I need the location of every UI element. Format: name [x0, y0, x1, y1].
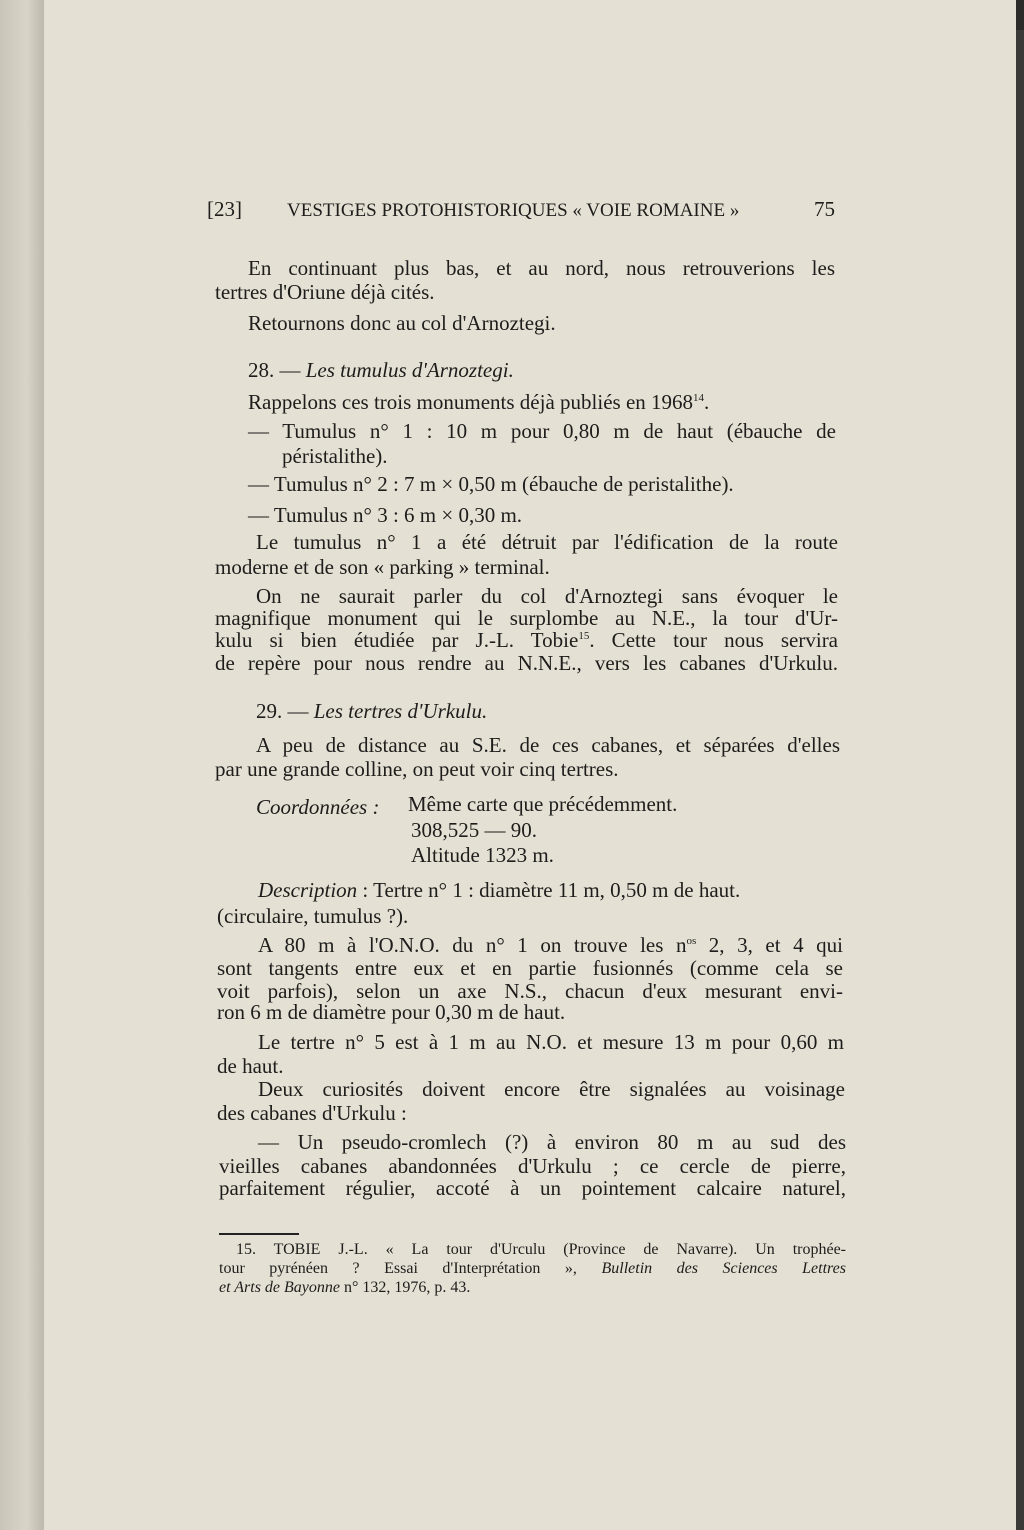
text-line: — Tumulus n° 1 : 10 m pour 0,80 m de haut (ébauche de [248, 419, 836, 443]
text-line: 308,525 — 90. [411, 818, 537, 842]
footnote-line [219, 1259, 846, 1278]
header-title: VESTIGES PROTOHISTORIQUES « VOIE ROMAINE » [287, 200, 740, 221]
text-line: Altitude 1323 m. [411, 843, 554, 867]
journal-title: Bulletin des Sciences Lettres [601, 1260, 847, 1277]
text-line: Retournons donc au col d'Arnoztegi. [248, 311, 556, 335]
text: kulu si bien étudiée par J.-L. Tobie [215, 628, 579, 652]
text-line [215, 628, 838, 652]
heading-title: Les tertres d'Urkulu. [313, 699, 488, 723]
text-line: Le tumulus n° 1 a été détruit par l'édification de la route [256, 530, 838, 554]
heading-number: 29. — [256, 699, 309, 723]
superscript: os [686, 935, 697, 947]
page-number: 75 [814, 197, 835, 221]
text-line: Rappelons ces trois monuments déjà publiés en 1968$^{14}$. [248, 390, 710, 414]
text-line: vieilles cabanes abandonnées d'Urkulu ; ce cercle de pierre, [219, 1154, 846, 1178]
footnote-line: 15. TOBIE J.-L. « La tour d'Urculu (Province de Navarre). Un trophée- [236, 1241, 846, 1258]
description-label: Description [258, 878, 358, 902]
footnote-rule [219, 1233, 299, 1235]
text-line: voit parfois), selon un axe N.S., chacun d'eux mesurant envi- [217, 979, 843, 1003]
coordinates-label: Coordonnées : [256, 795, 380, 819]
text-line: tertres d'Oriune déjà cités. [215, 280, 435, 304]
text: 2, 3, et 4 qui [696, 933, 843, 957]
page-edge [1016, 30, 1024, 1530]
text-line: de haut. [217, 1054, 284, 1078]
journal-title: et Arts de Bayonne [219, 1279, 341, 1296]
footnote-ref: 15 [578, 630, 590, 642]
text: Rappelons ces trois monuments déjà publiés en 1968 [248, 390, 694, 414]
section-heading-29 [256, 699, 487, 723]
text-line: magnifique monument qui le surplombe au N.E., la tour d'Ur- [215, 606, 838, 630]
text-line: — Tumulus n° 2 : 7 m × 0,50 m (ébauche de peristalithe). [248, 472, 734, 496]
text-line: moderne et de son « parking » terminal. [215, 555, 550, 579]
text-line: (circulaire, tumulus ?). [217, 904, 409, 928]
text-line [258, 933, 843, 957]
text-line: Même carte que précédemment. [408, 792, 678, 816]
text-line: parfaitement régulier, accoté à un pointement calcaire naturel, [219, 1176, 846, 1200]
text: : Tertre n° 1 : diamètre 11 m, 0,50 m de haut. [362, 878, 741, 902]
footnote-ref: 14 [693, 392, 705, 404]
text-line: de repère pour nous rendre au N.N.E., vers les cabanes d'Urkulu. [215, 651, 838, 675]
text: . Cette tour nous servira [589, 628, 839, 652]
text-line: On ne saurait parler du col d'Arnoztegi sans évoquer le [256, 584, 838, 608]
book-spine [0, 0, 44, 1530]
text: tour pyrénéen ? Essai d'Interprétation », [219, 1260, 577, 1277]
heading-title: Les tumulus d'Arnoztegi. [305, 358, 514, 382]
text-line [258, 878, 740, 902]
text-line: Le tertre n° 5 est à 1 m au N.O. et mesure 13 m pour 0,60 m [258, 1030, 844, 1054]
text-line: En continuant plus bas, et au nord, nous retrouverions les [248, 256, 835, 280]
text-line: Deux curiosités doivent encore être signalées au voisinage [258, 1077, 845, 1101]
footnote-line [219, 1278, 470, 1297]
text-line: ron 6 m de diamètre pour 0,30 m de haut. [217, 1000, 566, 1024]
text-line: par une grande colline, on peut voir cinq tertres. [215, 757, 619, 781]
text: n° 132, 1976, p. 43. [344, 1279, 471, 1296]
header-section: [23] [207, 197, 242, 221]
text: A 80 m à l'O.N.O. du n° 1 on trouve les n [258, 933, 687, 957]
text-line: — Un pseudo-cromlech (?) à environ 80 m au sud des [258, 1130, 846, 1154]
section-heading-28 [248, 358, 514, 382]
text-line: des cabanes d'Urkulu : [217, 1101, 407, 1125]
text-line: sont tangents entre eux et en partie fusionnés (comme cela se [217, 956, 843, 980]
text-line: A peu de distance au S.E. de ces cabanes, et séparées d'elles [256, 733, 840, 757]
text-line: — Tumulus n° 3 : 6 m × 0,30 m. [248, 503, 523, 527]
heading-number: 28. — [248, 358, 301, 382]
text-line: péristalithe). [282, 444, 388, 468]
